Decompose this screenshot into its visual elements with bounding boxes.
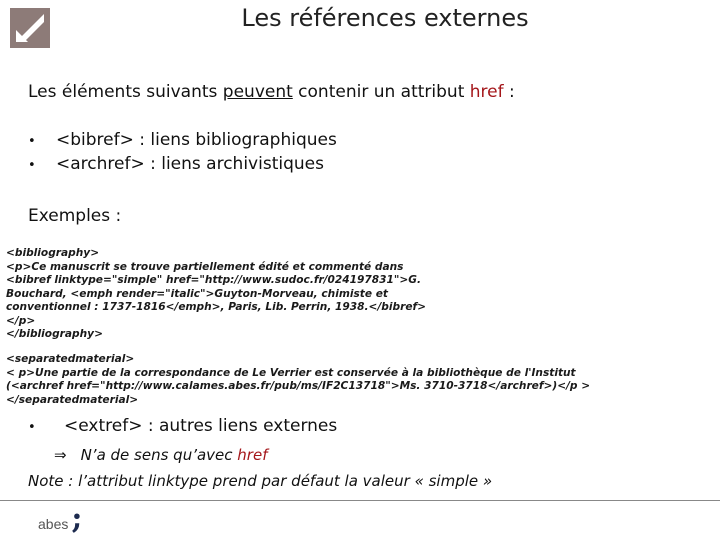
bullet-dot-icon: • — [28, 158, 36, 173]
intro-post: : — [503, 82, 515, 102]
examples-label: Exemples : — [28, 206, 122, 226]
intro-mid: contenir un attribut — [292, 82, 470, 102]
code-line: (<archref href="http://www.calames.abes.fr/pub/ms/IF2C13718">Ms. 3710-3718</archref>)</p > — [6, 380, 591, 392]
code-line: <bibliography> — [6, 247, 100, 259]
intro-underlined: peuvent — [222, 82, 293, 102]
code-line: </separatedmaterial> — [6, 393, 139, 406]
code-line: Bouchard, <emph render="italic">Guyton-Morveau, chimiste et — [6, 287, 388, 300]
footer-divider — [0, 500, 720, 501]
bullet-item-bibref — [28, 130, 337, 154]
abes-logo — [38, 501, 83, 536]
code-line: conventionnel : 1737-1816</emph>, Paris, Lib. Perrin, 1938.</bibref> — [6, 301, 426, 313]
arrow-note-text: N’a de sens qu’avec — [80, 446, 238, 464]
slide-title: Les références externes — [241, 4, 529, 32]
code-line: < p>Une partie de la correspondance de Le Verrier est conservée à la bibliothèque de l'Institut — [6, 366, 576, 379]
code-line: <separatedmaterial> — [6, 353, 135, 365]
arrow-note — [54, 446, 267, 464]
code-line: </bibliography> — [6, 328, 103, 340]
implies-arrow-icon: ⇒ — [54, 446, 67, 464]
intro-attr: href — [469, 82, 504, 102]
code-line: <p>Ce manuscrit se trouve partiellement édité et commenté dans — [6, 260, 404, 273]
bullet-text: <extref> : autres liens externes — [64, 416, 338, 436]
abes-logo-mark: ; — [71, 501, 83, 536]
bullet-list — [28, 130, 337, 178]
arrow-note-attr: href — [237, 446, 268, 464]
abes-logo-text: abes — [38, 516, 69, 532]
bullet-dot-icon: • — [28, 134, 36, 149]
bullet-text: <bibref> : liens bibliographiques — [56, 130, 337, 150]
bullet-item-archref — [28, 154, 337, 178]
bullet-dot-icon: • — [28, 420, 36, 435]
code-example-archref — [6, 353, 590, 407]
linktype-note: Note : l’attribut linktype prend par défaut la valeur « simple » — [28, 472, 493, 490]
bullet-item-extref — [28, 416, 337, 436]
bullet-text: <archref> : liens archivistiques — [56, 154, 324, 174]
code-line: <bibref linktype="simple" href="http://www.sudoc.fr/024197831">G. — [6, 274, 422, 286]
code-example-bibref — [6, 247, 426, 342]
code-line: </p> — [6, 314, 36, 327]
intro-text — [28, 82, 515, 102]
intro-pre: Les éléments suivants — [28, 82, 223, 102]
